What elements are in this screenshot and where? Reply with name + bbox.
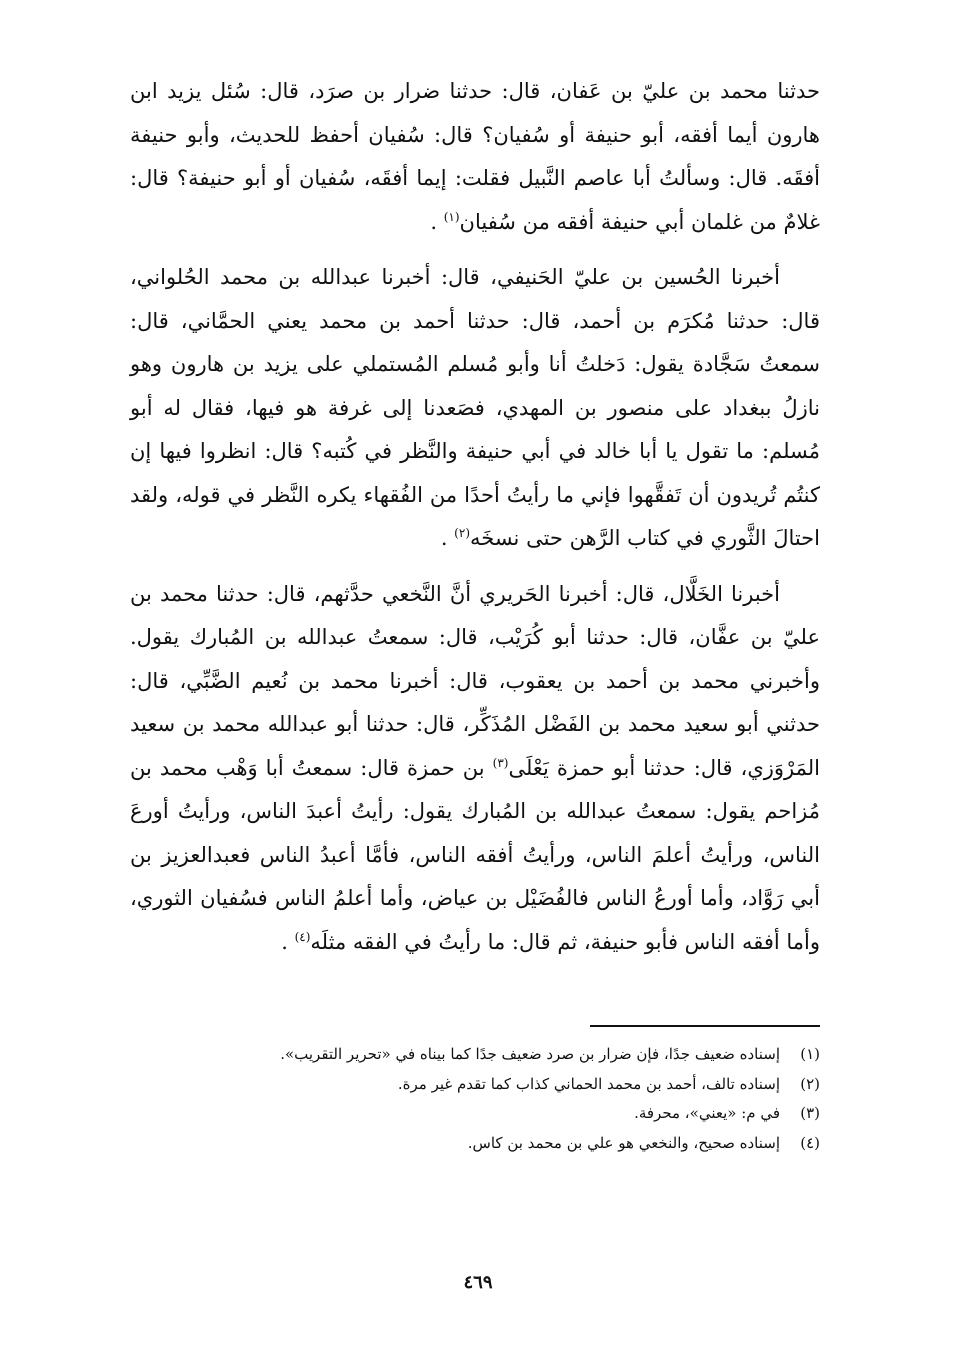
- paragraph-end: .: [440, 526, 455, 550]
- paragraph-3: [130, 573, 820, 965]
- footnote-ref: (١): [443, 209, 460, 224]
- paragraph-2: [130, 256, 820, 561]
- footnote-text: إسناده صحيح، والنخعي هو علي بن محمد بن كاس.: [467, 1133, 780, 1152]
- footnote-text: في م: «يعني»، محرفة.: [634, 1104, 780, 1122]
- footnote-ref: (٤): [294, 929, 311, 944]
- paragraph-end: .: [430, 209, 444, 234]
- paragraph-text: أخبرنا الخَلَّال، قال: أخبرنا الحَريري أنَّ النَّخعي حدَّثهم، قال: حدثنا محمد بن عليّ بن عفَّان، قال: حدثنا أبو كُرَيْب، قال: سمعتُ عبدالله بن المُبارك يقول. وأخبرني محمد بن أحمد بن يعقوب، قال: أخبرنا محمد بن نُعيم الضَّبِّي، قال: حدثني أبو سعيد محمد بن الفَضْل المُذَكِّر، قال: حدثنا أبو عبدالله محمد بن سعيد المَرْوَزي، قال: حدثنا أبو حمزة يَعْلَى: [130, 581, 821, 780]
- footnote-1: [130, 1040, 820, 1070]
- footnote-divider: [590, 1025, 820, 1027]
- paragraph-1: [130, 70, 820, 244]
- footnote-number: (٢): [800, 1074, 820, 1093]
- footnote-2: [130, 1070, 820, 1100]
- footnote-3: [130, 1099, 820, 1129]
- paragraph-text: أخبرنا الحُسين بن عليّ الحَنيفي، قال: أخبرنا عبدالله بن محمد الحُلواني، قال: حدثنا مُكرَم بن أحمد، قال: حدثنا أحمد بن محمد يعني الحمَّاني، قال: سمعتُ سَجَّادة يقول: دَخلتُ أنا وأبو مُسلم المُستملي على يزيد بن هارون وهو نازلُ ببغداد على منصور بن المهدي، فصَعدنا إلى غرفة هو فيها، فقال له أبو مُسلم: ما تقول يا أبا خالد في أبي حنيفة والنَّظر في كُتبه؟ قال: انظروا فيها إن كنتُم تُريدون أن تَفقَّهوا فإني ما رأيتُ أحدًا من الفُقهاء يكره النَّظر في قوله، ولقد احتالَ الثَّوري في كتاب الرَّهن حتى نسخَه: [130, 265, 820, 550]
- paragraph-end: .: [281, 929, 295, 954]
- footnote-number: (٣): [800, 1104, 820, 1122]
- footnote-ref: (٢): [454, 526, 470, 540]
- page-number: ٤٦٩: [463, 1272, 493, 1293]
- footnote-4: [130, 1129, 820, 1159]
- paragraph-text-continued: بن حمزة قال: سمعتُ أبا وَهْب محمد بن مُزاحم يقول: سمعتُ عبدالله بن المُبارك يقول: رأيتُ أعبدَ الناس، ورأيتُ أورعَ الناس، ورأيتُ أعلمَ الناس، ورأيتُ أفقه الناس، فأمَّا أعبدُ الناس فعبدالعزيز بن أبي رَوَّاد، وأما أورعُ الناس فالفُضَيْل بن عياض، وأما أعلمُ الناس فسُفيان الثوري، وأما أفقه الناس فأبو حنيفة، ثم قال: ما رأيتُ في الفقه مثلَه: [130, 755, 820, 954]
- footnote-text: إسناده تالف، أحمد بن محمد الحماني كذاب كما تقدم غير مرة.: [397, 1074, 780, 1093]
- paragraph-text: حدثنا محمد بن عليّ بن عَفان، قال: حدثنا ضرار بن صرَد، قال: سُئل يزيد ابن هارون أيما أفقه، أبو حنيفة أو سُفيان؟ قال: سُفيان أحفظ للحديث، وأبو حنيفة أفقَه. قال: وسألتُ أبا عاصم النَّبيل فقلت: إيما أفقَه، سُفيان أو أبو حنيفة؟ قال: غلامٌ من غلمان أبي حنيفة أفقه من سُفيان: [130, 79, 820, 234]
- footnote-ref: (٣): [492, 755, 509, 770]
- footnote-text: إسناده ضعيف جدًا، فإن ضرار بن صرد ضعيف جدًا كما بيناه في «تحرير التقريب».: [280, 1045, 780, 1063]
- footnote-number: (١): [800, 1045, 820, 1063]
- main-text: [130, 70, 820, 976]
- footnote-number: (٤): [800, 1133, 820, 1152]
- footnotes: [130, 1040, 820, 1158]
